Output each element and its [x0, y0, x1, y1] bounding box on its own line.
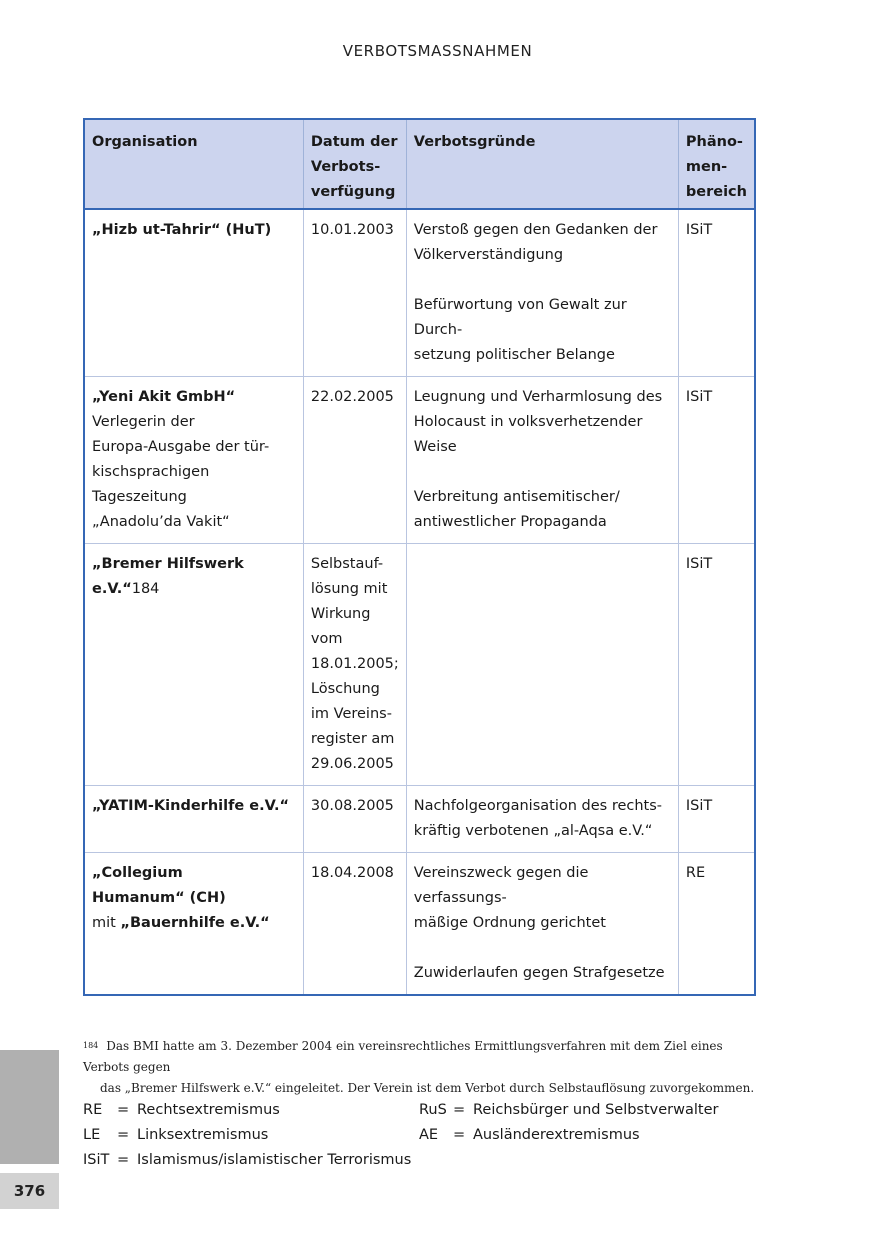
- legend-item: [419, 1098, 718, 1123]
- footnote: [83, 1036, 763, 1099]
- legend-item: [419, 1123, 640, 1148]
- table-header-row: [84, 119, 755, 209]
- legend-abbr: AE: [419, 1127, 439, 1143]
- cell-area: ISiT: [678, 786, 755, 853]
- org-description: Verlegerin der Europa-Ausgabe der tür- kischsprachigen Tageszeitung „Anadolu’da Vakit“: [92, 414, 270, 530]
- legend-text: Reichsbürger und Selbstverwalter: [473, 1102, 719, 1118]
- cell-reasons: [406, 377, 678, 544]
- reason-text: Nachfolgeorganisation des rechts- kräftig verbotenen „al-Aqsa e.V.“: [413, 798, 663, 839]
- org-name: „Bremer Hilfswerk e.V.“: [92, 556, 244, 597]
- cell-organisation: [84, 544, 303, 786]
- footnote-line: das „Bremer Hilfswerk e.V.“ eingeleitet. Der Verein ist dem Verbot durch Selbstauflösung zuvorgekommen.: [100, 1081, 755, 1095]
- legend-equals: =: [453, 1127, 466, 1143]
- table-row: [84, 209, 755, 377]
- page-number: 376: [0, 1173, 59, 1209]
- legend-text: Islamismus/islamistischer Terrorismus: [137, 1152, 412, 1168]
- cell-reasons: [406, 544, 678, 786]
- footnote-line: Das BMI hatte am 3. Dezember 2004 ein vereinsrechtliches Ermittlungsverfahren mit dem Ziel eines Verbots gegen: [83, 1039, 723, 1074]
- cell-area: ISiT: [678, 544, 755, 786]
- cell-date: 22.02.2005: [303, 377, 406, 544]
- footnote-number: 184: [83, 1041, 99, 1050]
- reason-text: Befürwortung von Gewalt zur Durch- setzung politischer Belange: [413, 297, 627, 363]
- org-name-secondary: „Bauernhilfe e.V.“: [120, 915, 270, 931]
- cell-date: 30.08.2005: [303, 786, 406, 853]
- legend-equals: =: [117, 1102, 130, 1118]
- cell-reasons: [406, 209, 678, 377]
- legend-item: [83, 1098, 280, 1123]
- cell-organisation: [84, 786, 303, 853]
- header-phenomenon-area: Phäno- men- bereich: [678, 119, 755, 209]
- legend-equals: =: [453, 1102, 466, 1118]
- table-row: [84, 786, 755, 853]
- legend-abbr: LE: [83, 1127, 101, 1143]
- legend-text: Linksextremismus: [137, 1127, 269, 1143]
- reason-text: Leugnung und Verharmlosung des Holocaust in volksverhetzender Weise: [413, 389, 663, 455]
- cell-date: Selbstauf- lösung mit Wirkung vom 18.01.2005; Löschung im Vereins- register am 29.06.2005: [303, 544, 406, 786]
- org-name: „YATIM-Kinderhilfe e.V.“: [92, 798, 290, 814]
- legend-equals: =: [117, 1152, 130, 1168]
- cell-organisation: [84, 377, 303, 544]
- margin-tab: [0, 1050, 59, 1164]
- reason-text: Zuwiderlaufen gegen Strafgesetze: [413, 965, 665, 981]
- footnote-reference: 184: [131, 581, 160, 597]
- cell-area: ISiT: [678, 209, 755, 377]
- legend-abbr: ISiT: [83, 1152, 110, 1168]
- header-reasons: Verbotsgründe: [406, 119, 678, 209]
- reason-text: Verstoß gegen den Gedanken der Völkerverständigung: [413, 222, 658, 263]
- cell-date: 18.04.2008: [303, 853, 406, 996]
- cell-area: ISiT: [678, 377, 755, 544]
- prohibition-table: [83, 118, 756, 996]
- legend-text: Ausländerextremismus: [473, 1127, 640, 1143]
- header-date: Datum der Verbots- verfügung: [303, 119, 406, 209]
- cell-area: RE: [678, 853, 755, 996]
- legend-item: [83, 1123, 268, 1148]
- cell-date: 10.01.2003: [303, 209, 406, 377]
- org-prefix: mit: [92, 915, 121, 931]
- reason-text: Vereinszweck gegen die verfassungs- mäßige Ordnung gerichtet: [413, 865, 606, 931]
- legend-abbr: RE: [83, 1102, 103, 1118]
- header-organisation: Organisation: [84, 119, 303, 209]
- legend-item: [83, 1148, 411, 1173]
- table-row: [84, 544, 755, 786]
- org-name: „Yeni Akit GmbH“: [92, 389, 236, 405]
- table-row: [84, 377, 755, 544]
- cell-reasons: [406, 786, 678, 853]
- cell-organisation: [84, 853, 303, 996]
- legend-text: Rechtsextremismus: [137, 1102, 280, 1118]
- cell-organisation: [84, 209, 303, 377]
- reason-text: Verbreitung antisemitischer/ antiwestlicher Propaganda: [413, 489, 620, 530]
- legend-abbr: RuS: [419, 1102, 447, 1118]
- org-name: „Collegium Humanum“ (CH): [92, 865, 226, 906]
- running-head: VERBOTSMASSNAHMEN: [342, 42, 533, 60]
- cell-reasons: [406, 853, 678, 996]
- org-name: „Hizb ut-Tahrir“ (HuT): [92, 222, 272, 238]
- table-row: [84, 853, 755, 996]
- legend-equals: =: [117, 1127, 130, 1143]
